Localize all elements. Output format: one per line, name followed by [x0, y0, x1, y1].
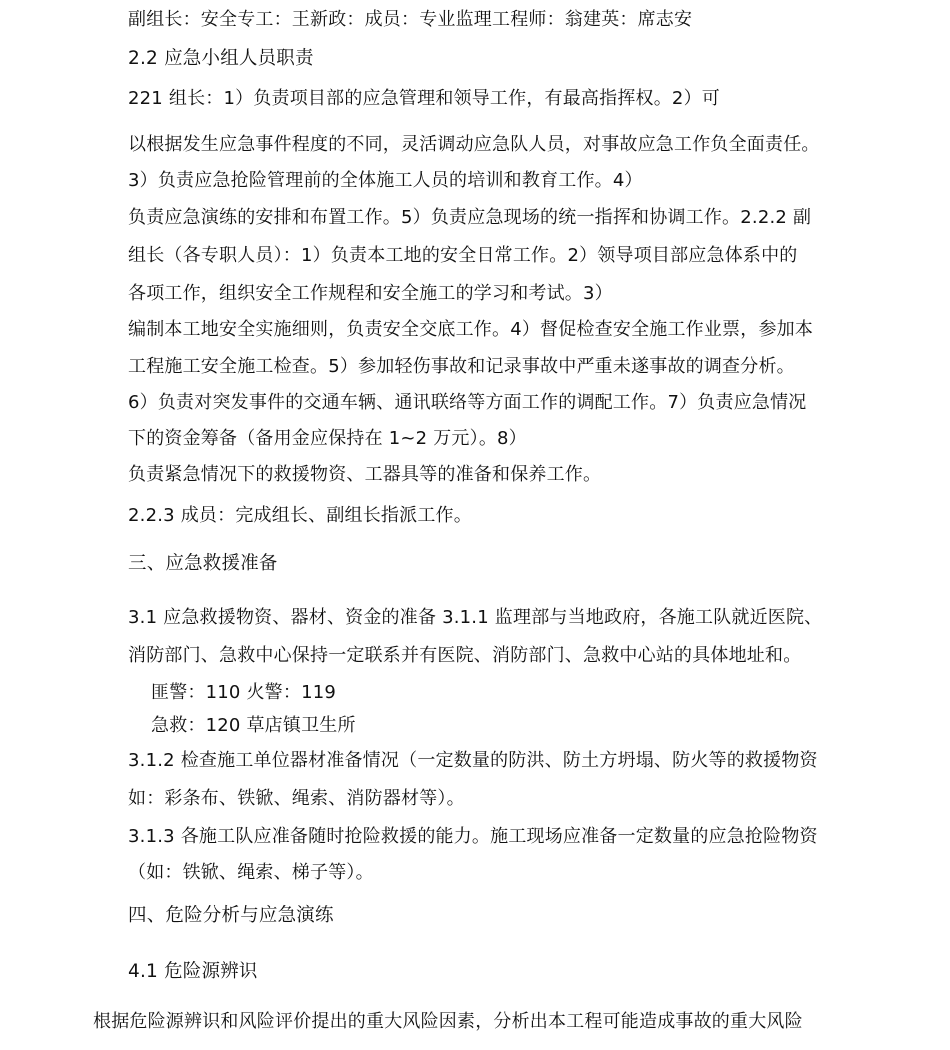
text-line: 221 组长：1）负责项目部的应急管理和领导工作，有最高指挥权。2）可 [128, 88, 720, 109]
text-line: 以根据发生应急事件程度的不同，灵活调动应急队人员，对事故应急工作负全面责任。 [128, 134, 820, 155]
section-heading: 2.2 应急小组人员职责 [128, 48, 314, 69]
text-line: 急救：120 草店镇卫生所 [151, 715, 356, 736]
text-line: 3.1 应急救援物资、器材、资金的准备 3.1.1 监理部与当地政府，各施工队就近医院、 [128, 607, 823, 628]
chapter-heading: 四、危险分析与应急演练 [128, 905, 334, 926]
chapter-heading: 三、应急救援准备 [128, 553, 278, 574]
text-line: 2.2.3 成员：完成组长、副组长指派工作。 [128, 505, 472, 526]
text-line: 3）负责应急抢险管理前的全体施工人员的培训和教育工作。4） [128, 170, 643, 191]
text-line: 工程施工安全施工检查。5）参加轻伤事故和记录事故中严重未遂事故的调查分析。 [128, 356, 795, 377]
text-line: 6）负责对突发事件的交通车辆、通讯联络等方面工作的调配工作。7）负责应急情况 [128, 392, 807, 413]
text-line: 编制本工地安全实施细则，负责安全交底工作。4）督促检查安全施工作业票，参加本 [128, 319, 814, 340]
text-line: 3.1.2 检查施工单位器材准备情况（一定数量的防洪、防土方坍塌、防火等的救援物资 [128, 750, 818, 771]
text-line: 如：彩条布、铁锨、绳索、消防器材等）。 [128, 788, 465, 809]
text-line: 副组长：安全专工：王新政：成员：专业监理工程师：翁建英：席志安 [128, 9, 693, 30]
text-line: 负责紧急情况下的救援物资、工器具等的准备和保养工作。 [128, 464, 602, 485]
text-line: （如：铁锨、绳索、梯子等）。 [128, 862, 374, 883]
text-line: 消防部门、急救中心保持一定联系并有医院、消防部门、急救中心站的具体地址和。 [128, 645, 802, 666]
text-line: 3.1.3 各施工队应准备随时抢险救援的能力。施工现场应准备一定数量的应急抢险物资 [128, 826, 818, 847]
text-line: 匪警：110 火警：119 [151, 682, 337, 703]
text-line: 各项工作，组织安全工作规程和安全施工的学习和考试。3） [128, 283, 613, 304]
text-line: 组长（各专职人员）：1）负责本工地的安全日常工作。2）领导项目部应急体系中的 [128, 245, 798, 266]
text-line: 根据危险源辨识和风险评价提出的重大风险因素，分析出本工程可能造成事故的重大风险 [93, 1011, 803, 1032]
section-heading: 4.1 危险源辨识 [128, 961, 258, 982]
text-line: 负责应急演练的安排和布置工作。5）负责应急现场的统一指挥和协调工作。2.2.2 副 [128, 207, 812, 228]
text-line: 下的资金筹备（备用金应保持在 1~2 万元）。8） [128, 428, 527, 449]
